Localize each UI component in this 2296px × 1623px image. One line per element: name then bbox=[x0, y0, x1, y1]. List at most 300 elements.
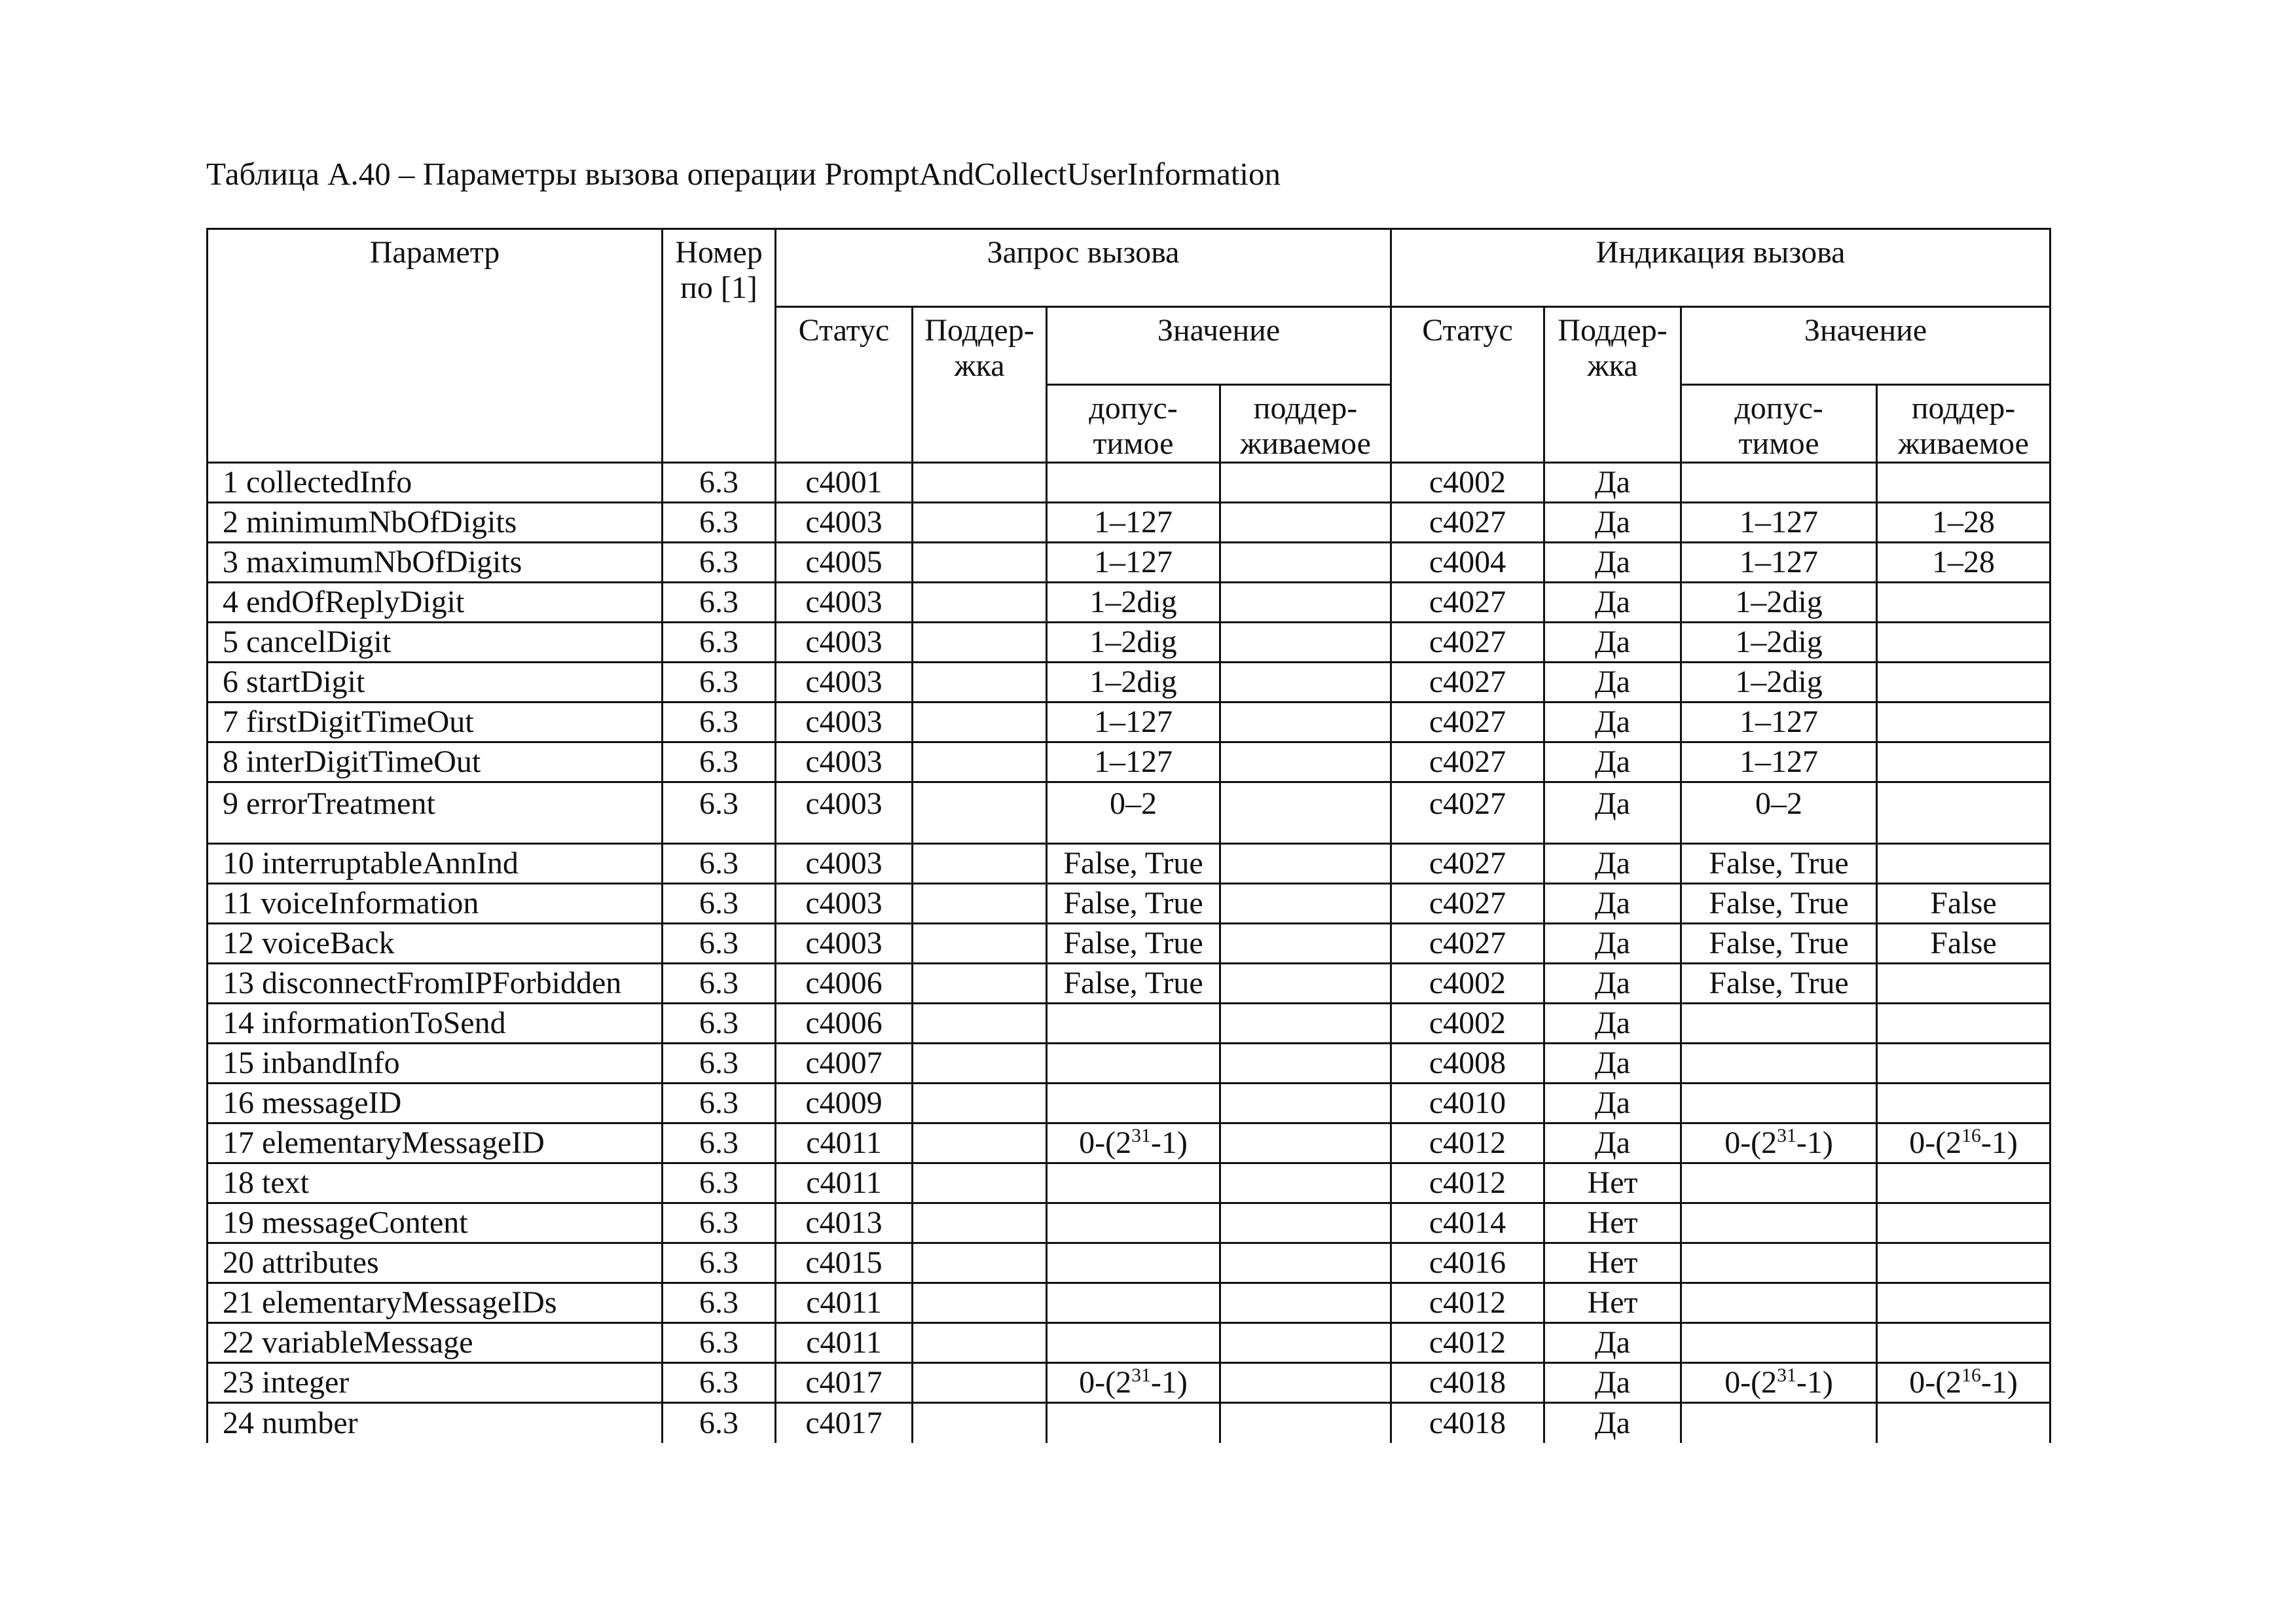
request-value-header: Значение bbox=[1047, 307, 1391, 385]
parameter-cell: 3 maximumNbOfDigits bbox=[208, 543, 663, 583]
table-row bbox=[208, 1004, 2050, 1044]
indication-support-cell: Да bbox=[1544, 1004, 1681, 1044]
table-row bbox=[208, 543, 2050, 583]
indication-support-cell: Нет bbox=[1544, 1163, 1681, 1203]
table-row bbox=[208, 663, 2050, 702]
reference-number-cell: 6.3 bbox=[663, 1044, 776, 1084]
request-status-cell: c4015 bbox=[776, 1243, 913, 1283]
indication-supported-value-cell bbox=[1877, 1323, 2050, 1363]
request-allowed-value-cell: 0–2 bbox=[1047, 782, 1220, 844]
reference-number-cell: 6.3 bbox=[663, 503, 776, 543]
reference-number-cell: 6.3 bbox=[663, 1163, 776, 1203]
indication-status-cell: c4012 bbox=[1391, 1163, 1544, 1203]
indication-supported-value-cell: False bbox=[1877, 884, 2050, 924]
indication-allowed-value-cell: 1–127 bbox=[1681, 543, 1877, 583]
request-status-cell: c4001 bbox=[776, 463, 913, 503]
request-supported-value-cell bbox=[1220, 1323, 1391, 1363]
request-status-cell: c4003 bbox=[776, 844, 913, 884]
request-supported-value-cell bbox=[1220, 663, 1391, 702]
request-allowed-value-cell bbox=[1047, 1243, 1220, 1283]
request-support-cell bbox=[913, 1243, 1047, 1283]
reference-number-cell: 6.3 bbox=[663, 884, 776, 924]
indication-supported-value-cell bbox=[1877, 463, 2050, 503]
indication-allowed-value-cell bbox=[1681, 1123, 1877, 1163]
request-supported-value-cell bbox=[1220, 702, 1391, 742]
request-allowed-value-cell: 1–127 bbox=[1047, 702, 1220, 742]
table-row bbox=[208, 1084, 2050, 1123]
value-base: 0-(2 bbox=[1079, 1125, 1132, 1160]
indication-value-header: Значение bbox=[1681, 307, 2050, 385]
table-row bbox=[208, 924, 2050, 964]
indication-allowed-value-cell: False, True bbox=[1681, 924, 1877, 964]
indication-status-cell: c4012 bbox=[1391, 1323, 1544, 1363]
value-rest: -1) bbox=[1980, 1125, 2018, 1160]
request-supported-value-cell bbox=[1220, 1283, 1391, 1323]
request-supported-value-cell bbox=[1220, 1044, 1391, 1084]
request-status-cell: c4005 bbox=[776, 543, 913, 583]
indication-support-cell: Да bbox=[1544, 964, 1681, 1004]
table-row bbox=[208, 1323, 2050, 1363]
parameter-cell: 9 errorTreatment bbox=[208, 782, 663, 844]
indication-allowed-value-cell bbox=[1681, 1363, 1877, 1403]
request-supported-value-cell bbox=[1220, 1403, 1391, 1443]
reference-number-cell: 6.3 bbox=[663, 1123, 776, 1163]
indication-status-cell: c4014 bbox=[1391, 1203, 1544, 1243]
request-support-cell bbox=[913, 1004, 1047, 1044]
table-row bbox=[208, 463, 2050, 503]
indication-support-cell: Да bbox=[1544, 1044, 1681, 1084]
parameter-cell: 20 attributes bbox=[208, 1243, 663, 1283]
value-exponent: 31 bbox=[1131, 1364, 1151, 1386]
indication-support-cell: Да bbox=[1544, 1084, 1681, 1123]
request-support-cell bbox=[913, 1363, 1047, 1403]
indication-supported-value-cell bbox=[1877, 1044, 2050, 1084]
value-base: 0-(2 bbox=[1079, 1365, 1132, 1400]
parameter-cell: 18 text bbox=[208, 1163, 663, 1203]
request-allowed-value-cell: 1–127 bbox=[1047, 503, 1220, 543]
indication-supported-value-cell bbox=[1877, 1163, 2050, 1203]
request-status-cell: c4006 bbox=[776, 964, 913, 1004]
value-exponent: 16 bbox=[1961, 1125, 1981, 1146]
indication-allowed-value-cell: 1–2dig bbox=[1681, 583, 1877, 623]
reference-number-cell: 6.3 bbox=[663, 1243, 776, 1283]
indication-status-cell: c4002 bbox=[1391, 463, 1544, 503]
request-status-cell: c4003 bbox=[776, 583, 913, 623]
request-allowed-value-cell bbox=[1047, 1004, 1220, 1044]
indication-allowed-value-cell bbox=[1681, 1283, 1877, 1323]
indication-support-cell: Да bbox=[1544, 782, 1681, 844]
value-base: 0-(2 bbox=[1909, 1365, 1962, 1400]
indication-allowed-header: допус- тимое bbox=[1681, 385, 1877, 463]
indication-status-cell: c4027 bbox=[1391, 702, 1544, 742]
reference-number-cell: 6.3 bbox=[663, 702, 776, 742]
indication-status-cell: c4027 bbox=[1391, 924, 1544, 964]
request-status-cell: c4017 bbox=[776, 1403, 913, 1443]
value-base: 0-(2 bbox=[1724, 1365, 1777, 1400]
parameter-header: Параметр bbox=[208, 229, 663, 463]
indication-supported-value-cell bbox=[1877, 1203, 2050, 1243]
request-support-cell bbox=[913, 1084, 1047, 1123]
indication-support-cell: Да bbox=[1544, 623, 1681, 663]
parameter-cell: 12 voiceBack bbox=[208, 924, 663, 964]
indication-supported-value-cell bbox=[1877, 1283, 2050, 1323]
reference-number-cell: 6.3 bbox=[663, 623, 776, 663]
call-indication-header: Индикация вызова bbox=[1391, 229, 2050, 307]
parameter-cell: 13 disconnectFromIPForbidden bbox=[208, 964, 663, 1004]
request-support-cell bbox=[913, 1403, 1047, 1443]
reference-number-cell: 6.3 bbox=[663, 1283, 776, 1323]
request-allowed-value-cell bbox=[1047, 1403, 1220, 1443]
request-support-cell bbox=[913, 1044, 1047, 1084]
indication-status-cell: c4002 bbox=[1391, 1004, 1544, 1044]
indication-status-cell: c4004 bbox=[1391, 543, 1544, 583]
request-supported-value-cell bbox=[1220, 924, 1391, 964]
indication-status-cell: c4018 bbox=[1391, 1363, 1544, 1403]
parameter-cell: 10 interruptableAnnInd bbox=[208, 844, 663, 884]
request-supported-value-cell bbox=[1220, 1203, 1391, 1243]
indication-allowed-value-cell bbox=[1681, 1044, 1877, 1084]
indication-supported-value-cell bbox=[1877, 964, 2050, 1004]
indication-status-cell: c4018 bbox=[1391, 1403, 1544, 1443]
request-supported-value-cell bbox=[1220, 1243, 1391, 1283]
request-status-cell: c4003 bbox=[776, 884, 913, 924]
parameter-cell: 23 integer bbox=[208, 1363, 663, 1403]
indication-allowed-value-cell: False, True bbox=[1681, 964, 1877, 1004]
indication-allowed-value-cell: 1–127 bbox=[1681, 702, 1877, 742]
table-row bbox=[208, 1163, 2050, 1203]
indication-allowed-value-cell bbox=[1681, 1203, 1877, 1243]
table-row bbox=[208, 503, 2050, 543]
indication-support-cell: Да bbox=[1544, 924, 1681, 964]
indication-allowed-value-cell: 1–2dig bbox=[1681, 623, 1877, 663]
request-supported-header: поддер- живаемое bbox=[1220, 385, 1391, 463]
reference-number-cell: 6.3 bbox=[663, 583, 776, 623]
table-row bbox=[208, 964, 2050, 1004]
request-status-cell: c4007 bbox=[776, 1044, 913, 1084]
value-rest: -1) bbox=[1150, 1365, 1188, 1400]
indication-status-cell: c4010 bbox=[1391, 1084, 1544, 1123]
reference-number-cell: 6.3 bbox=[663, 1323, 776, 1363]
indication-allowed-value-cell bbox=[1681, 1323, 1877, 1363]
indication-support-cell: Да bbox=[1544, 503, 1681, 543]
indication-status-cell: c4027 bbox=[1391, 503, 1544, 543]
parameter-cell: 5 cancelDigit bbox=[208, 623, 663, 663]
table-row bbox=[208, 1203, 2050, 1243]
request-support-cell bbox=[913, 1283, 1047, 1323]
request-status-cell: c4003 bbox=[776, 924, 913, 964]
table-row bbox=[208, 1243, 2050, 1283]
request-support-cell bbox=[913, 782, 1047, 844]
request-status-cell: c4003 bbox=[776, 663, 913, 702]
indication-support-cell: Да bbox=[1544, 1363, 1681, 1403]
parameter-cell: 21 elementaryMessageIDs bbox=[208, 1283, 663, 1323]
reference-number-cell: 6.3 bbox=[663, 1004, 776, 1044]
parameter-cell: 1 collectedInfo bbox=[208, 463, 663, 503]
indication-status-cell: c4012 bbox=[1391, 1283, 1544, 1323]
reference-number-cell: 6.3 bbox=[663, 742, 776, 782]
value-rest: -1) bbox=[1796, 1365, 1833, 1400]
request-support-cell bbox=[913, 884, 1047, 924]
request-status-cell: c4003 bbox=[776, 503, 913, 543]
request-status-cell: c4003 bbox=[776, 782, 913, 844]
value-base: 0-(2 bbox=[1724, 1125, 1777, 1160]
indication-supported-value-cell bbox=[1877, 1084, 2050, 1123]
table-row bbox=[208, 782, 2050, 844]
indication-support-cell: Да bbox=[1544, 663, 1681, 702]
table-row bbox=[208, 1123, 2050, 1163]
table-row bbox=[208, 702, 2050, 742]
request-allowed-value-cell: False, True bbox=[1047, 924, 1220, 964]
table-body bbox=[208, 463, 2050, 1443]
value-rest: -1) bbox=[1980, 1365, 2018, 1400]
request-supported-value-cell bbox=[1220, 1084, 1391, 1123]
request-support-cell bbox=[913, 702, 1047, 742]
value-exponent: 16 bbox=[1961, 1364, 1981, 1386]
request-support-cell bbox=[913, 1163, 1047, 1203]
indication-status-cell: c4016 bbox=[1391, 1243, 1544, 1283]
indication-support-cell: Да bbox=[1544, 583, 1681, 623]
parameter-cell: 24 number bbox=[208, 1403, 663, 1443]
request-status-cell: c4013 bbox=[776, 1203, 913, 1243]
indication-supported-value-cell bbox=[1877, 844, 2050, 884]
request-supported-value-cell bbox=[1220, 964, 1391, 1004]
indication-supported-value-cell bbox=[1877, 1243, 2050, 1283]
request-supported-value-cell bbox=[1220, 1123, 1391, 1163]
request-status-cell: c4006 bbox=[776, 1004, 913, 1044]
indication-status-cell: c4008 bbox=[1391, 1044, 1544, 1084]
indication-supported-value-cell bbox=[1877, 702, 2050, 742]
indication-support-cell: Да bbox=[1544, 463, 1681, 503]
indication-allowed-value-cell: 0–2 bbox=[1681, 782, 1877, 844]
reference-number-cell: 6.3 bbox=[663, 663, 776, 702]
header-row bbox=[208, 229, 2050, 307]
request-support-cell bbox=[913, 503, 1047, 543]
indication-supported-value-cell bbox=[1877, 663, 2050, 702]
reference-number-cell: 6.3 bbox=[663, 1403, 776, 1443]
indication-status-cell: c4027 bbox=[1391, 742, 1544, 782]
request-status-cell: c4003 bbox=[776, 623, 913, 663]
table-row bbox=[208, 742, 2050, 782]
reference-number-cell: 6.3 bbox=[663, 1363, 776, 1403]
request-supported-value-cell bbox=[1220, 623, 1391, 663]
table-row bbox=[208, 1283, 2050, 1323]
request-support-cell bbox=[913, 844, 1047, 884]
request-status-cell: c4017 bbox=[776, 1363, 913, 1403]
parameter-cell: 11 voiceInformation bbox=[208, 884, 663, 924]
indication-allowed-value-cell bbox=[1681, 1084, 1877, 1123]
request-support-cell bbox=[913, 1123, 1047, 1163]
indication-supported-value-cell: 1–28 bbox=[1877, 503, 2050, 543]
indication-allowed-value-cell bbox=[1681, 1004, 1877, 1044]
indication-status-header: Статус bbox=[1391, 307, 1544, 463]
request-status-header: Статус bbox=[776, 307, 913, 463]
value-rest: -1) bbox=[1150, 1125, 1188, 1160]
reference-number-cell: 6.3 bbox=[663, 1203, 776, 1243]
request-status-cell: c4003 bbox=[776, 742, 913, 782]
request-allowed-value-cell bbox=[1047, 1363, 1220, 1403]
request-allowed-value-cell: False, True bbox=[1047, 964, 1220, 1004]
indication-support-header: Поддер- жка bbox=[1544, 307, 1681, 463]
reference-number-cell: 6.3 bbox=[663, 964, 776, 1004]
indication-support-cell: Да bbox=[1544, 1123, 1681, 1163]
indication-support-cell: Да bbox=[1544, 1403, 1681, 1443]
indication-supported-value-cell bbox=[1877, 742, 2050, 782]
indication-supported-value-cell bbox=[1877, 623, 2050, 663]
indication-allowed-value-cell: False, True bbox=[1681, 844, 1877, 884]
request-status-cell: c4003 bbox=[776, 702, 913, 742]
table-row bbox=[208, 844, 2050, 884]
request-allowed-value-cell bbox=[1047, 1044, 1220, 1084]
request-allowed-value-cell bbox=[1047, 1123, 1220, 1163]
request-supported-value-cell bbox=[1220, 1163, 1391, 1203]
indication-allowed-value-cell: False, True bbox=[1681, 884, 1877, 924]
table-row bbox=[208, 1363, 2050, 1403]
indication-supported-value-cell bbox=[1877, 1403, 2050, 1443]
request-supported-value-cell bbox=[1220, 742, 1391, 782]
request-support-cell bbox=[913, 1323, 1047, 1363]
parameter-cell: 14 informationToSend bbox=[208, 1004, 663, 1044]
indication-supported-value-cell bbox=[1877, 583, 2050, 623]
reference-number-cell: 6.3 bbox=[663, 782, 776, 844]
request-status-cell: c4011 bbox=[776, 1123, 913, 1163]
call-request-header: Запрос вызова bbox=[776, 229, 1391, 307]
indication-status-cell: c4012 bbox=[1391, 1123, 1544, 1163]
value-rest: -1) bbox=[1796, 1125, 1833, 1160]
parameter-cell: 22 variableMessage bbox=[208, 1323, 663, 1363]
reference-number-cell: 6.3 bbox=[663, 1084, 776, 1123]
request-allowed-value-cell bbox=[1047, 1084, 1220, 1123]
table-header bbox=[208, 229, 2050, 463]
parameter-cell: 4 endOfReplyDigit bbox=[208, 583, 663, 623]
table-row bbox=[208, 884, 2050, 924]
indication-supported-value-cell: 1–28 bbox=[1877, 543, 2050, 583]
request-supported-value-cell bbox=[1220, 782, 1391, 844]
reference-number-cell: 6.3 bbox=[663, 844, 776, 884]
indication-supported-value-cell bbox=[1877, 1004, 2050, 1044]
parameter-cell: 16 messageID bbox=[208, 1084, 663, 1123]
request-support-cell bbox=[913, 1203, 1047, 1243]
request-allowed-value-cell: 1–127 bbox=[1047, 543, 1220, 583]
request-allowed-value-cell: False, True bbox=[1047, 884, 1220, 924]
parameter-cell: 8 interDigitTimeOut bbox=[208, 742, 663, 782]
parameter-cell: 19 messageContent bbox=[208, 1203, 663, 1243]
parameters-table bbox=[206, 228, 2051, 1443]
reference-number-cell: 6.3 bbox=[663, 463, 776, 503]
request-support-cell bbox=[913, 964, 1047, 1004]
value-exponent: 31 bbox=[1131, 1125, 1151, 1146]
indication-allowed-value-cell bbox=[1681, 463, 1877, 503]
indication-support-cell: Нет bbox=[1544, 1283, 1681, 1323]
request-status-cell: c4011 bbox=[776, 1283, 913, 1323]
indication-supported-header: поддер- живаемое bbox=[1877, 385, 2050, 463]
request-allowed-value-cell bbox=[1047, 463, 1220, 503]
value-exponent: 31 bbox=[1777, 1364, 1796, 1386]
request-allowed-value-cell: 1–2dig bbox=[1047, 663, 1220, 702]
indication-status-cell: c4027 bbox=[1391, 583, 1544, 623]
indication-status-cell: c4027 bbox=[1391, 663, 1544, 702]
indication-allowed-value-cell: 1–127 bbox=[1681, 503, 1877, 543]
indication-support-cell: Нет bbox=[1544, 1243, 1681, 1283]
indication-support-cell: Да bbox=[1544, 1323, 1681, 1363]
request-allowed-value-cell: 1–127 bbox=[1047, 742, 1220, 782]
indication-allowed-value-cell: 1–2dig bbox=[1681, 663, 1877, 702]
indication-status-cell: c4002 bbox=[1391, 964, 1544, 1004]
parameter-cell: 7 firstDigitTimeOut bbox=[208, 702, 663, 742]
indication-allowed-value-cell: 1–127 bbox=[1681, 742, 1877, 782]
table-row bbox=[208, 623, 2050, 663]
indication-allowed-value-cell bbox=[1681, 1163, 1877, 1203]
indication-allowed-value-cell bbox=[1681, 1403, 1877, 1443]
table-row bbox=[208, 583, 2050, 623]
indication-status-cell: c4027 bbox=[1391, 884, 1544, 924]
indication-support-cell: Да bbox=[1544, 844, 1681, 884]
indication-status-cell: c4027 bbox=[1391, 844, 1544, 884]
request-allowed-value-cell: 1–2dig bbox=[1047, 623, 1220, 663]
request-supported-value-cell bbox=[1220, 463, 1391, 503]
request-allowed-header: допус- тимое bbox=[1047, 385, 1220, 463]
indication-support-cell: Нет bbox=[1544, 1203, 1681, 1243]
request-allowed-value-cell bbox=[1047, 1283, 1220, 1323]
request-allowed-value-cell bbox=[1047, 1163, 1220, 1203]
indication-supported-value-cell bbox=[1877, 1123, 2050, 1163]
request-support-header: Поддер- жка bbox=[913, 307, 1047, 463]
request-support-cell bbox=[913, 583, 1047, 623]
request-supported-value-cell bbox=[1220, 1363, 1391, 1403]
request-status-cell: c4011 bbox=[776, 1323, 913, 1363]
request-supported-value-cell bbox=[1220, 543, 1391, 583]
indication-status-cell: c4027 bbox=[1391, 782, 1544, 844]
indication-allowed-value-cell bbox=[1681, 1243, 1877, 1283]
request-supported-value-cell bbox=[1220, 884, 1391, 924]
value-exponent: 31 bbox=[1777, 1125, 1796, 1146]
indication-supported-value-cell bbox=[1877, 1363, 2050, 1403]
request-supported-value-cell bbox=[1220, 844, 1391, 884]
indication-supported-value-cell: False bbox=[1877, 924, 2050, 964]
request-allowed-value-cell bbox=[1047, 1323, 1220, 1363]
request-supported-value-cell bbox=[1220, 503, 1391, 543]
reference-number-header: Номер по [1] bbox=[663, 229, 776, 463]
table-row bbox=[208, 1403, 2050, 1443]
request-support-cell bbox=[913, 623, 1047, 663]
indication-supported-value-cell bbox=[1877, 782, 2050, 844]
request-status-cell: c4009 bbox=[776, 1084, 913, 1123]
reference-number-cell: 6.3 bbox=[663, 924, 776, 964]
indication-status-cell: c4027 bbox=[1391, 623, 1544, 663]
parameter-cell: 15 inbandInfo bbox=[208, 1044, 663, 1084]
request-support-cell bbox=[913, 663, 1047, 702]
reference-number-cell: 6.3 bbox=[663, 543, 776, 583]
table-row bbox=[208, 1044, 2050, 1084]
indication-support-cell: Да bbox=[1544, 884, 1681, 924]
request-allowed-value-cell: 1–2dig bbox=[1047, 583, 1220, 623]
indication-support-cell: Да bbox=[1544, 742, 1681, 782]
parameter-cell: 6 startDigit bbox=[208, 663, 663, 702]
table-caption: Таблица А.40 – Параметры вызова операции PromptAndCollectUserInformation bbox=[206, 156, 1281, 192]
request-support-cell bbox=[913, 742, 1047, 782]
request-allowed-value-cell: False, True bbox=[1047, 844, 1220, 884]
parameter-cell: 17 elementaryMessageID bbox=[208, 1123, 663, 1163]
request-supported-value-cell bbox=[1220, 583, 1391, 623]
value-base: 0-(2 bbox=[1909, 1125, 1962, 1160]
indication-support-cell: Да bbox=[1544, 702, 1681, 742]
indication-support-cell: Да bbox=[1544, 543, 1681, 583]
request-status-cell: c4011 bbox=[776, 1163, 913, 1203]
request-support-cell bbox=[913, 543, 1047, 583]
request-allowed-value-cell bbox=[1047, 1203, 1220, 1243]
request-support-cell bbox=[913, 463, 1047, 503]
parameter-cell: 2 minimumNbOfDigits bbox=[208, 503, 663, 543]
request-support-cell bbox=[913, 924, 1047, 964]
